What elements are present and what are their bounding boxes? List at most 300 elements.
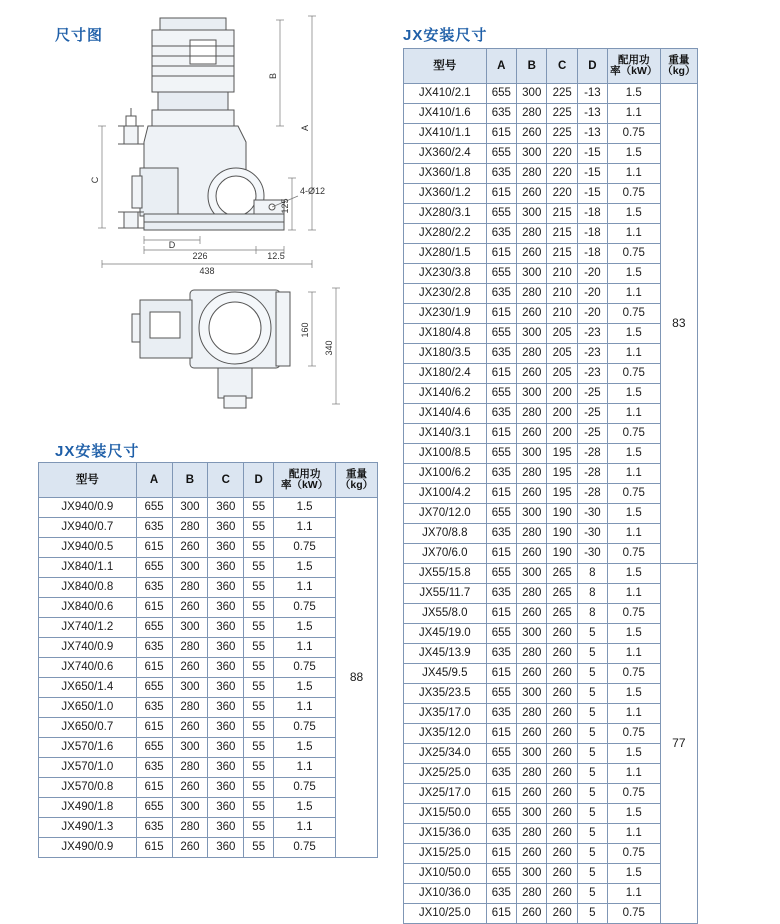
cell-power: 0.75 — [274, 658, 336, 678]
cell-d: 8 — [577, 564, 607, 584]
table-row — [404, 364, 698, 384]
cell-power: 1.5 — [274, 678, 336, 698]
cell-b: 280 — [517, 764, 547, 784]
table-row — [404, 584, 698, 604]
table-row — [39, 518, 378, 538]
cell-model: JX570/1.6 — [39, 738, 137, 758]
cell-d: -25 — [577, 384, 607, 404]
cell-c: 205 — [547, 364, 577, 384]
cell-power: 1.1 — [607, 644, 660, 664]
header-weight — [660, 49, 697, 84]
cell-b: 300 — [517, 564, 547, 584]
cell-b: 260 — [517, 784, 547, 804]
cell-power: 1.5 — [607, 744, 660, 764]
cell-a: 615 — [136, 538, 172, 558]
cell-a: 635 — [486, 524, 516, 544]
cell-b: 280 — [517, 884, 547, 904]
table-row — [404, 464, 698, 484]
jx-installation-dimensions-table-left — [38, 462, 378, 858]
cell-b: 280 — [517, 284, 547, 304]
cell-a: 615 — [486, 364, 516, 384]
table-row — [404, 84, 698, 104]
cell-d: 5 — [577, 824, 607, 844]
cell-power: 0.75 — [607, 904, 660, 924]
cell-d: -15 — [577, 144, 607, 164]
cell-power: 1.1 — [607, 704, 660, 724]
cell-a: 655 — [486, 144, 516, 164]
table-row — [404, 664, 698, 684]
cell-d: 55 — [244, 558, 274, 578]
cell-c: 220 — [547, 164, 577, 184]
cell-b: 260 — [517, 304, 547, 324]
cell-c: 210 — [547, 284, 577, 304]
cell-b: 300 — [172, 498, 208, 518]
cell-c: 360 — [208, 658, 244, 678]
cell-power: 1.5 — [607, 384, 660, 404]
cell-d: -25 — [577, 424, 607, 444]
table-row — [39, 758, 378, 778]
table-row — [404, 784, 698, 804]
cell-model: JX230/1.9 — [404, 304, 487, 324]
cell-power: 1.1 — [607, 104, 660, 124]
cell-power: 1.1 — [607, 464, 660, 484]
cell-d: 55 — [244, 718, 274, 738]
table-row — [39, 798, 378, 818]
cell-c: 200 — [547, 424, 577, 444]
cell-d: -30 — [577, 524, 607, 544]
cell-c: 260 — [547, 804, 577, 824]
drawing-label-226: 226 — [192, 251, 208, 261]
cell-d: 8 — [577, 604, 607, 624]
cell-a: 635 — [486, 764, 516, 784]
cell-c: 360 — [208, 638, 244, 658]
cell-d: 55 — [244, 758, 274, 778]
table-row — [39, 818, 378, 838]
table-row — [404, 204, 698, 224]
cell-b: 300 — [172, 738, 208, 758]
cell-a: 655 — [486, 684, 516, 704]
cell-model: JX280/3.1 — [404, 204, 487, 224]
table-row — [404, 124, 698, 144]
cell-d: 55 — [244, 798, 274, 818]
table-row — [39, 598, 378, 618]
cell-c: 360 — [208, 718, 244, 738]
cell-power: 1.1 — [607, 164, 660, 184]
cell-c: 360 — [208, 598, 244, 618]
cell-c: 265 — [547, 604, 577, 624]
cell-model: JX650/1.0 — [39, 698, 137, 718]
cell-c: 360 — [208, 618, 244, 638]
right-table-body — [404, 84, 698, 924]
cell-model: JX840/0.8 — [39, 578, 137, 598]
table-row — [404, 864, 698, 884]
drawing-label-340: 340 — [324, 340, 334, 356]
cell-b: 300 — [517, 624, 547, 644]
header-power-line1: 配用功 — [618, 53, 650, 66]
cell-c: 225 — [547, 124, 577, 144]
table-row — [39, 838, 378, 858]
cell-power: 1.1 — [607, 764, 660, 784]
cell-power: 1.5 — [607, 84, 660, 104]
table-row — [404, 884, 698, 904]
cell-c: 360 — [208, 698, 244, 718]
cell-a: 655 — [486, 744, 516, 764]
cell-model: JX570/0.8 — [39, 778, 137, 798]
cell-model: JX140/6.2 — [404, 384, 487, 404]
cell-b: 260 — [172, 778, 208, 798]
cell-b: 260 — [172, 838, 208, 858]
cell-c: 360 — [208, 778, 244, 798]
table-row — [404, 504, 698, 524]
cell-power: 0.75 — [607, 784, 660, 804]
cell-power: 1.5 — [607, 564, 660, 584]
table-row — [39, 618, 378, 638]
cell-d: -13 — [577, 104, 607, 124]
cell-b: 280 — [517, 704, 547, 724]
cell-a: 655 — [136, 558, 172, 578]
cell-model: JX360/2.4 — [404, 144, 487, 164]
cell-a: 655 — [136, 618, 172, 638]
header-weight-line2: （kg） — [339, 479, 374, 491]
cell-c: 260 — [547, 644, 577, 664]
pump-dimension-drawing — [40, 0, 380, 420]
header-power-line2: 率（kW） — [610, 65, 658, 77]
cell-power: 1.1 — [607, 524, 660, 544]
cell-b: 260 — [517, 904, 547, 924]
cell-model: JX100/6.2 — [404, 464, 487, 484]
cell-a: 635 — [136, 758, 172, 778]
cell-a: 635 — [486, 344, 516, 364]
cell-b: 300 — [517, 504, 547, 524]
cell-model: JX55/8.0 — [404, 604, 487, 624]
cell-a: 615 — [486, 664, 516, 684]
header-weight-line2: （kg） — [662, 65, 696, 77]
cell-c: 360 — [208, 578, 244, 598]
table-row — [404, 404, 698, 424]
header-weight-line1: 重量 — [668, 53, 690, 66]
drawing-label-160: 160 — [300, 322, 310, 338]
drawing-label-a: A — [300, 124, 310, 132]
cell-b: 300 — [517, 444, 547, 464]
drawing-label-12-5: 12.5 — [267, 251, 285, 261]
right-column — [398, 0, 780, 920]
cell-c: 190 — [547, 504, 577, 524]
cell-a: 615 — [136, 718, 172, 738]
cell-c: 190 — [547, 524, 577, 544]
cell-a: 635 — [486, 704, 516, 724]
cell-c: 360 — [208, 558, 244, 578]
cell-b: 300 — [517, 744, 547, 764]
cell-a: 635 — [486, 884, 516, 904]
cell-a: 615 — [486, 124, 516, 144]
cell-d: 5 — [577, 784, 607, 804]
cell-c: 260 — [547, 724, 577, 744]
cell-d: 5 — [577, 864, 607, 884]
right-table-container — [403, 48, 698, 924]
table-row — [404, 444, 698, 464]
cell-b: 280 — [172, 758, 208, 778]
table-row — [39, 738, 378, 758]
cell-model: JX940/0.9 — [39, 498, 137, 518]
table-row — [404, 524, 698, 544]
cell-c: 215 — [547, 224, 577, 244]
cell-model: JX45/13.9 — [404, 644, 487, 664]
cell-model: JX15/36.0 — [404, 824, 487, 844]
header-d: D — [577, 49, 607, 84]
cell-b: 300 — [517, 864, 547, 884]
cell-b: 280 — [517, 224, 547, 244]
cell-b: 300 — [172, 618, 208, 638]
cell-d: -30 — [577, 544, 607, 564]
left-table-container — [38, 462, 378, 858]
table-row — [404, 304, 698, 324]
cell-d: -13 — [577, 124, 607, 144]
cell-power: 0.75 — [607, 184, 660, 204]
cell-a: 615 — [136, 838, 172, 858]
cell-b: 300 — [517, 804, 547, 824]
cell-a: 635 — [136, 698, 172, 718]
table-row — [404, 344, 698, 364]
cell-c: 225 — [547, 84, 577, 104]
table-row — [404, 104, 698, 124]
cell-d: -28 — [577, 484, 607, 504]
cell-model: JX35/12.0 — [404, 724, 487, 744]
cell-b: 280 — [517, 344, 547, 364]
header-c: C — [547, 49, 577, 84]
cell-power: 1.5 — [274, 738, 336, 758]
cell-model: JX35/23.5 — [404, 684, 487, 704]
cell-power: 1.5 — [607, 204, 660, 224]
cell-d: 55 — [244, 678, 274, 698]
cell-a: 615 — [486, 784, 516, 804]
table-row — [404, 544, 698, 564]
cell-power: 1.1 — [607, 584, 660, 604]
cell-power: 1.1 — [274, 758, 336, 778]
cell-d: 5 — [577, 744, 607, 764]
cell-model: JX490/1.8 — [39, 798, 137, 818]
header-a: A — [136, 463, 172, 498]
cell-a: 615 — [486, 244, 516, 264]
cell-b: 260 — [517, 184, 547, 204]
table-row — [404, 484, 698, 504]
cell-b: 260 — [172, 718, 208, 738]
cell-b: 280 — [172, 638, 208, 658]
cell-d: -23 — [577, 324, 607, 344]
header-model: 型号 — [39, 463, 137, 498]
drawing-label-c: C — [90, 176, 100, 184]
cell-c: 260 — [547, 904, 577, 924]
cell-model: JX490/0.9 — [39, 838, 137, 858]
cell-c: 215 — [547, 244, 577, 264]
cell-power: 0.75 — [607, 604, 660, 624]
cell-a: 615 — [486, 604, 516, 624]
header-model: 型号 — [404, 49, 487, 84]
cell-c: 200 — [547, 384, 577, 404]
cell-a: 635 — [486, 164, 516, 184]
cell-model: JX230/2.8 — [404, 284, 487, 304]
cell-b: 300 — [517, 684, 547, 704]
left-table-title: JX安装尺寸 — [55, 443, 140, 460]
cell-model: JX70/6.0 — [404, 544, 487, 564]
cell-c: 260 — [547, 844, 577, 864]
cell-a: 635 — [486, 284, 516, 304]
cell-d: -15 — [577, 164, 607, 184]
cell-weight-group-1: 83 — [660, 84, 697, 564]
left-column — [0, 0, 390, 854]
cell-d: 5 — [577, 644, 607, 664]
table-row — [39, 538, 378, 558]
cell-d: -20 — [577, 304, 607, 324]
table-row — [404, 264, 698, 284]
table-row — [404, 624, 698, 644]
cell-c: 360 — [208, 498, 244, 518]
cell-a: 635 — [486, 824, 516, 844]
cell-model: JX740/0.9 — [39, 638, 137, 658]
cell-b: 260 — [517, 124, 547, 144]
cell-c: 195 — [547, 464, 577, 484]
table-row — [404, 564, 698, 584]
cell-power: 1.5 — [274, 798, 336, 818]
cell-c: 260 — [547, 664, 577, 684]
cell-weight-group: 88 — [336, 498, 378, 858]
cell-power: 1.5 — [607, 624, 660, 644]
cell-b: 280 — [517, 524, 547, 544]
cell-a: 655 — [136, 498, 172, 518]
cell-c: 260 — [547, 864, 577, 884]
table-row — [404, 844, 698, 864]
cell-d: 55 — [244, 638, 274, 658]
cell-d: 5 — [577, 804, 607, 824]
cell-b: 280 — [517, 404, 547, 424]
cell-d: -28 — [577, 464, 607, 484]
header-b: B — [517, 49, 547, 84]
table-row — [404, 684, 698, 704]
cell-model: JX140/4.6 — [404, 404, 487, 424]
cell-a: 615 — [486, 424, 516, 444]
cell-model: JX840/1.1 — [39, 558, 137, 578]
cell-a: 655 — [486, 504, 516, 524]
table-header-row — [404, 49, 698, 84]
cell-c: 360 — [208, 818, 244, 838]
cell-c: 260 — [547, 764, 577, 784]
cell-b: 300 — [172, 558, 208, 578]
cell-a: 655 — [486, 324, 516, 344]
cell-a: 615 — [486, 304, 516, 324]
table-row — [404, 164, 698, 184]
cell-power: 0.75 — [607, 424, 660, 444]
cell-model: JX55/11.7 — [404, 584, 487, 604]
cell-c: 360 — [208, 798, 244, 818]
cell-b: 300 — [517, 264, 547, 284]
cell-d: 5 — [577, 764, 607, 784]
table-row — [39, 778, 378, 798]
cell-d: 55 — [244, 498, 274, 518]
cell-c: 190 — [547, 544, 577, 564]
cell-a: 615 — [136, 598, 172, 618]
cell-power: 1.5 — [607, 264, 660, 284]
cell-d: -18 — [577, 244, 607, 264]
cell-b: 300 — [517, 204, 547, 224]
table-row — [404, 644, 698, 664]
cell-d: 5 — [577, 664, 607, 684]
cell-power: 1.1 — [274, 818, 336, 838]
cell-power: 1.1 — [274, 578, 336, 598]
cell-c: 260 — [547, 704, 577, 724]
cell-d: 55 — [244, 618, 274, 638]
header-c: C — [208, 463, 244, 498]
cell-a: 635 — [486, 584, 516, 604]
cell-a: 655 — [136, 798, 172, 818]
left-table-body — [39, 498, 378, 858]
cell-power: 1.5 — [607, 864, 660, 884]
cell-b: 260 — [517, 544, 547, 564]
cell-b: 300 — [517, 384, 547, 404]
cell-a: 655 — [486, 384, 516, 404]
cell-power: 0.75 — [607, 844, 660, 864]
cell-model: JX180/3.5 — [404, 344, 487, 364]
cell-model: JX490/1.3 — [39, 818, 137, 838]
cell-d: 5 — [577, 704, 607, 724]
header-weight — [336, 463, 378, 498]
cell-d: 5 — [577, 684, 607, 704]
cell-c: 360 — [208, 538, 244, 558]
cell-d: -20 — [577, 284, 607, 304]
cell-model: JX280/2.2 — [404, 224, 487, 244]
cell-a: 655 — [486, 444, 516, 464]
cell-model: JX10/50.0 — [404, 864, 487, 884]
table-row — [404, 384, 698, 404]
cell-b: 260 — [517, 664, 547, 684]
cell-model: JX360/1.8 — [404, 164, 487, 184]
cell-power: 1.5 — [274, 618, 336, 638]
cell-b: 300 — [172, 678, 208, 698]
cell-power: 0.75 — [274, 538, 336, 558]
cell-model: JX570/1.0 — [39, 758, 137, 778]
cell-model: JX840/0.6 — [39, 598, 137, 618]
cell-c: 225 — [547, 104, 577, 124]
header-power — [274, 463, 336, 498]
cell-model: JX45/9.5 — [404, 664, 487, 684]
table-row — [404, 184, 698, 204]
cell-a: 615 — [136, 658, 172, 678]
cell-d: -15 — [577, 184, 607, 204]
cell-model: JX180/4.8 — [404, 324, 487, 344]
cell-a: 635 — [486, 404, 516, 424]
table-row — [39, 658, 378, 678]
cell-d: 55 — [244, 698, 274, 718]
cell-model: JX410/2.1 — [404, 84, 487, 104]
cell-b: 260 — [517, 844, 547, 864]
cell-model: JX25/17.0 — [404, 784, 487, 804]
cell-power: 0.75 — [274, 598, 336, 618]
cell-power: 1.1 — [607, 824, 660, 844]
cell-model: JX10/25.0 — [404, 904, 487, 924]
table-row — [39, 498, 378, 518]
cell-d: 55 — [244, 578, 274, 598]
cell-a: 635 — [486, 224, 516, 244]
cell-b: 280 — [517, 824, 547, 844]
jx-installation-dimensions-table-right — [403, 48, 698, 924]
cell-a: 635 — [136, 578, 172, 598]
cell-a: 635 — [136, 638, 172, 658]
header-weight-line1: 重量 — [346, 467, 368, 480]
cell-d: 55 — [244, 518, 274, 538]
cell-c: 360 — [208, 838, 244, 858]
cell-c: 205 — [547, 344, 577, 364]
cell-power: 1.1 — [274, 698, 336, 718]
cell-c: 260 — [547, 744, 577, 764]
cell-power: 1.1 — [274, 518, 336, 538]
